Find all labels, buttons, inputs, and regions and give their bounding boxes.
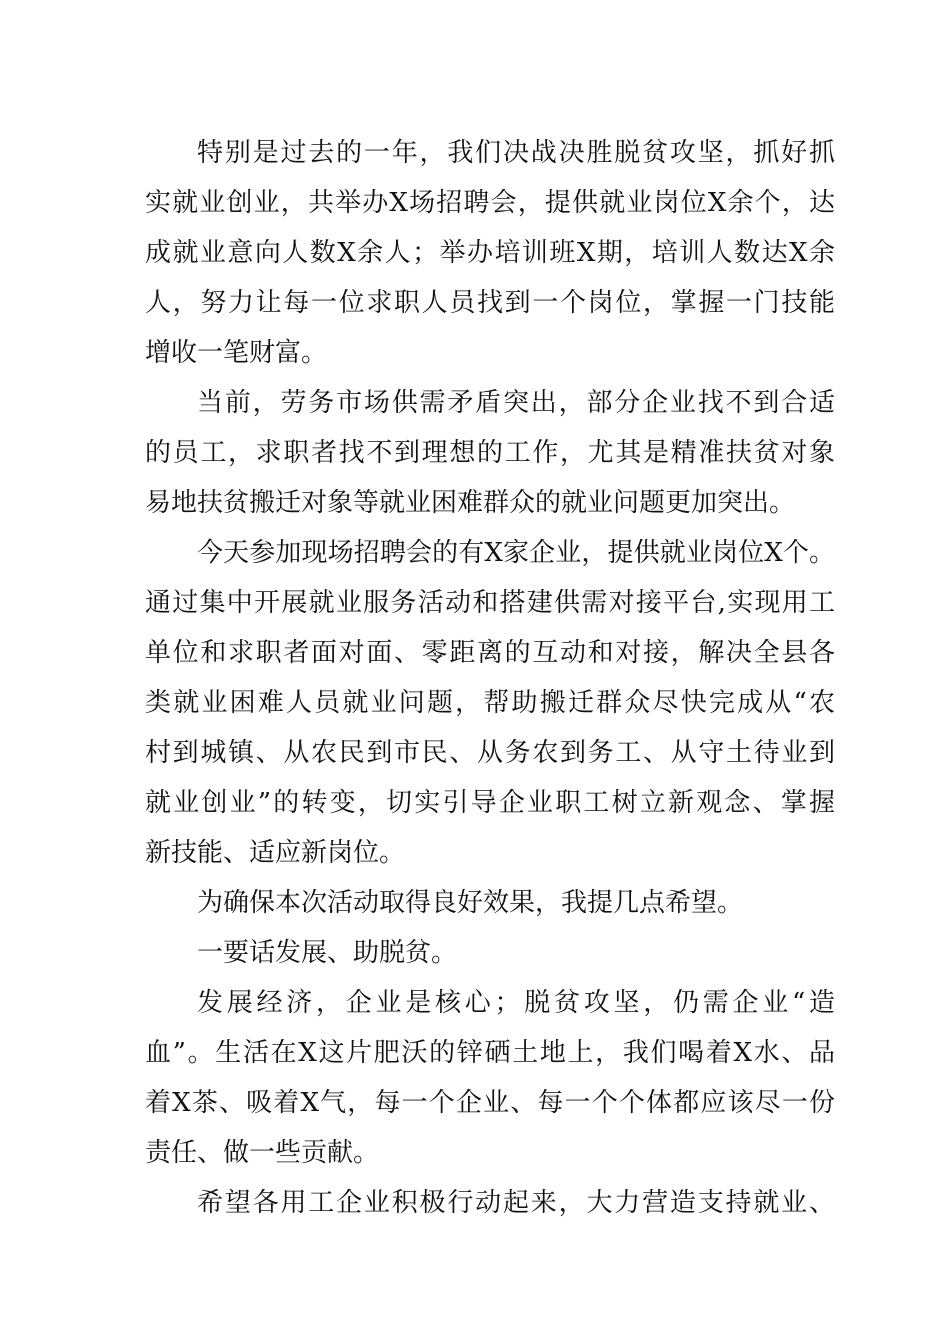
paragraph-line: 责任、做一些贡献。 (145, 1138, 380, 1168)
section-heading: 一要话发展、助脱贫。 (197, 938, 458, 968)
paragraph-line: 血”。生活在X这片肥沃的锌硒土地上，我们喝着X水、品 (145, 1038, 835, 1068)
paragraph-line: 新技能、适应新岗位。 (145, 838, 406, 868)
paragraph-line: 为确保本次活动取得良好效果，我提几点希望。 (197, 888, 744, 918)
paragraph-line: 易地扶贫搬迁对象等就业困难群众的就业问题更加突出。 (145, 488, 796, 518)
paragraph-line: 当前，劳务市场供需矛盾突出，部分企业找不到合适 (197, 388, 835, 418)
paragraph-line: 着X茶、吸着X气，每一个企业、每一个个体都应该尽一份 (145, 1088, 835, 1118)
paragraph-line: 单位和求职者面对面、零距离的互动和对接，解决全县各 (145, 638, 835, 668)
paragraph-line: 的员工，求职者找不到理想的工作，尤其是精准扶贫对象 (145, 438, 835, 468)
paragraph-line: 通过集中开展就业服务活动和搭建供需对接平台,实现用工 (145, 588, 835, 618)
paragraph-line: 特别是过去的一年，我们决战决胜脱贫攻坚，抓好抓 (197, 138, 835, 168)
paragraph-line: 实就业创业，共举办X场招聘会，提供就业岗位X余个，达 (145, 188, 835, 218)
paragraph-line: 发展经济，企业是核心；脱贫攻坚，仍需企业“造 (197, 988, 835, 1018)
paragraph-line: 今天参加现场招聘会的有X家企业，提供就业岗位X个。 (197, 538, 835, 568)
paragraph-line: 增收一笔财富。 (145, 338, 328, 368)
paragraph-line: 人，努力让每一位求职人员找到一个岗位，掌握一门技能 (145, 288, 835, 318)
paragraph-line: 类就业困难人员就业问题，帮助搬迁群众尽快完成从“农 (145, 688, 835, 718)
paragraph-line: 村到城镇、从农民到市民、从务农到务工、从守土待业到 (145, 738, 835, 768)
paragraph-line: 成就业意向人数X余人；举办培训班X期，培训人数达X余 (145, 238, 835, 268)
paragraph-line: 希望各用工企业积极行动起来，大力营造支持就业、 (197, 1188, 835, 1218)
paragraph-line: 就业创业”的转变，切实引导企业职工树立新观念、掌握 (145, 788, 835, 818)
